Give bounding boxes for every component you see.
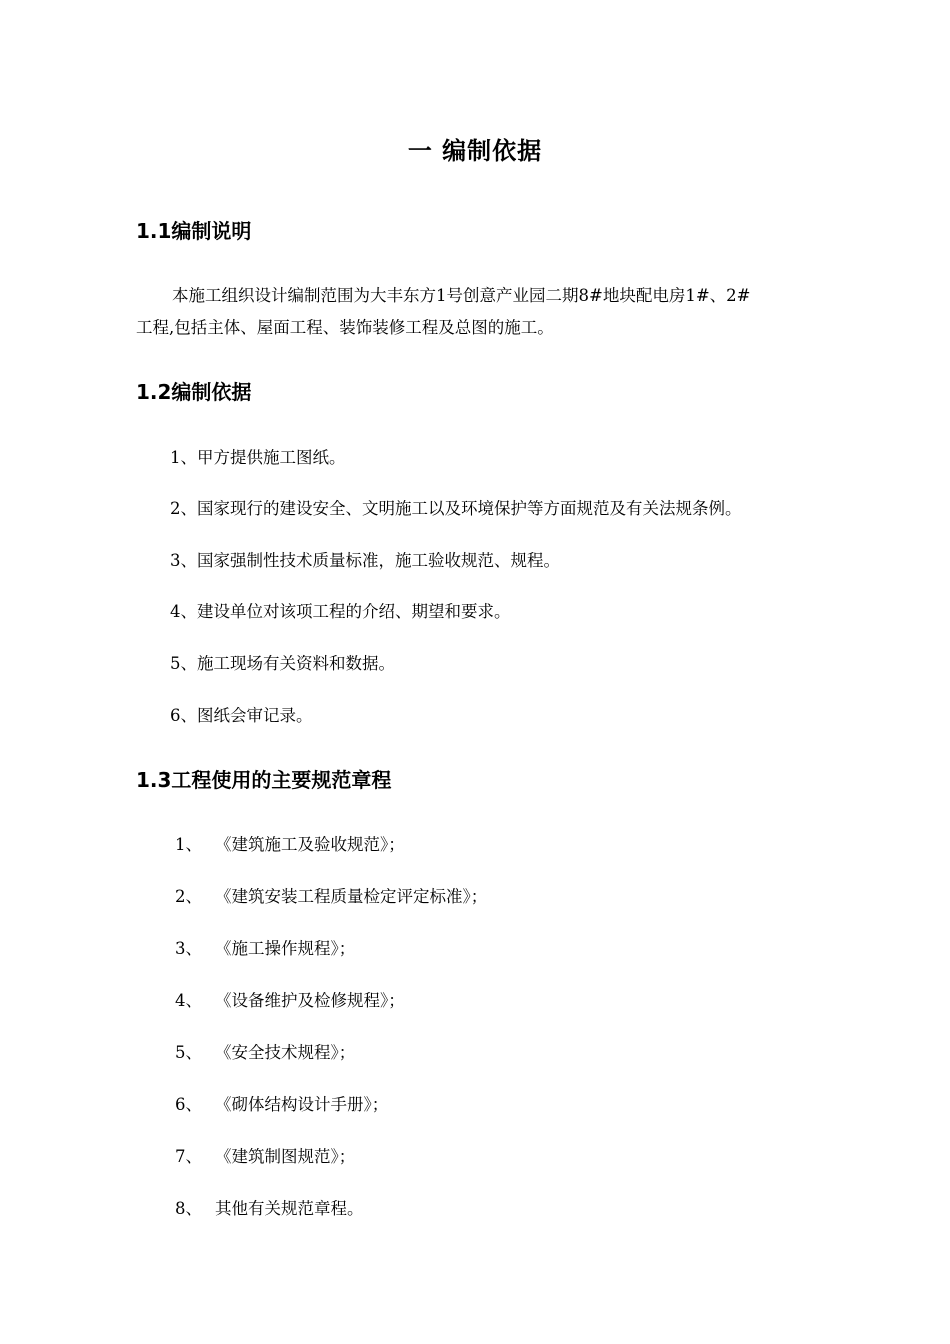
standards-list-item — [175, 1145, 355, 1169]
basis-list-item: 5、施工现场有关资料和数据。 — [170, 654, 395, 673]
basis-list-item: 6、图纸会审记录。 — [170, 706, 313, 725]
list-item-number: 7、 — [175, 1147, 202, 1166]
standards-list-item — [175, 833, 405, 857]
list-item-text: 《安全技术规程》； — [215, 1043, 356, 1062]
scope-paragraph-line-1 — [136, 284, 836, 308]
list-item-text: 《设备维护及检修规程》； — [215, 991, 405, 1010]
list-item-text: 《施工操作规程》； — [215, 939, 356, 958]
basis-list-item: 4、建设单位对该项工程的介绍、期望和要求。 — [170, 602, 511, 621]
section-heading-1-1: 1.1编制说明 — [136, 219, 252, 243]
list-item-text: 《建筑施工及验收规范》； — [215, 835, 405, 854]
basis-list-item: 1、甲方提供施工图纸。 — [170, 448, 346, 467]
list-item-number: 6、 — [175, 1095, 202, 1114]
list-item-number: 3、 — [175, 939, 202, 958]
standards-list-item — [175, 1041, 355, 1065]
list-item-number: 8、 — [175, 1199, 202, 1218]
list-item-text: 其他有关规范章程。 — [215, 1199, 364, 1218]
standards-list-item — [175, 1093, 388, 1117]
list-item-number: 5、 — [175, 1043, 202, 1062]
chapter-title: 一 编制依据 — [407, 137, 543, 165]
basis-list-item: 3、国家强制性技术质量标准，施工验收规范、规程。 — [170, 551, 560, 570]
standards-list-item — [175, 989, 405, 1013]
list-item-text: 《砌体结构设计手册》； — [215, 1095, 389, 1114]
list-item-text: 《建筑安装工程质量检定评定标准》； — [215, 887, 488, 906]
standards-list-item — [175, 885, 487, 909]
list-item-number: 1、 — [175, 835, 202, 854]
list-item-number: 4、 — [175, 991, 202, 1010]
section-heading-1-2: 1.2编制依据 — [136, 380, 252, 404]
scope-paragraph-text-1: 本施工组织设计编制范围为大丰东方1号创意产业园二期8#地块配电房1#、2# — [172, 286, 751, 305]
standards-list-item — [175, 937, 355, 961]
scope-paragraph-line-2: 工程,包括主体、屋面工程、装饰装修工程及总图的施工。 — [136, 318, 554, 337]
section-heading-1-3: 1.3工程使用的主要规范章程 — [136, 768, 392, 792]
standards-list-item — [175, 1197, 364, 1221]
list-item-number: 2、 — [175, 887, 202, 906]
list-item-text: 《建筑制图规范》； — [215, 1147, 356, 1166]
basis-list-item: 2、国家现行的建设安全、文明施工以及环境保护等方面规范及有关法规条例。 — [170, 499, 742, 518]
